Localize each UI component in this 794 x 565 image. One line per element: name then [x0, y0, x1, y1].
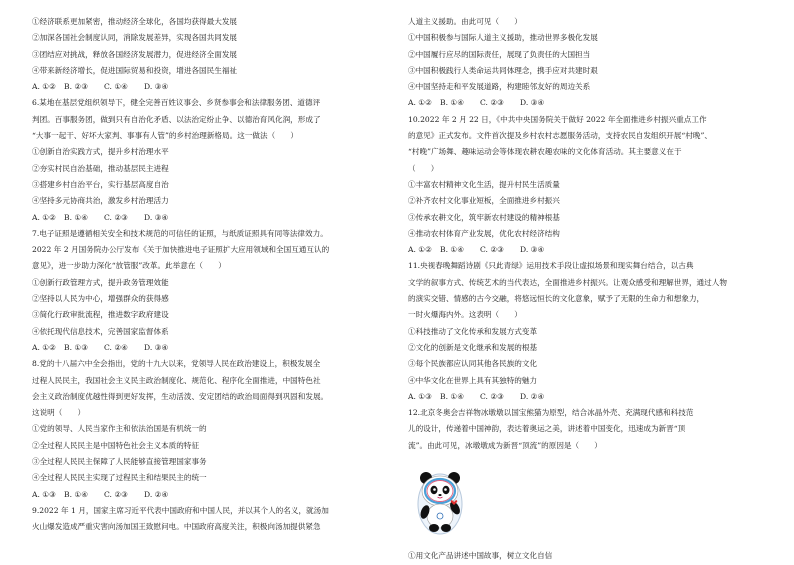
q11-choice-4: ④中华文化在世界上具有其独特的魅力 [408, 375, 538, 385]
mascot-pupil-right [444, 488, 447, 491]
q11-choice-3: ③每个民族都应认同其他各民族的文化 [408, 359, 538, 369]
q5-option-c: C. ①④ [104, 82, 128, 92]
q5-option-a: A. ①② [32, 82, 56, 92]
q6-choice-3: ③搭建乡村自治平台，实行基层高度自治 [32, 179, 169, 189]
q7-stem-1: 7.电子证照是遵循相关安全和技术规范的可信任的证照，与纸质证照具有同等法律效力。 [32, 228, 328, 238]
q10-choice-4: ④推动农村体育产业发展，优化农村经济结构 [408, 228, 560, 238]
q6-choice-4: ④坚持多元协商共治，激发乡村治理活力 [32, 196, 169, 206]
q8-choice-4: ④全过程人民民主实现了过程民主和结果民主的统一 [32, 473, 207, 483]
q6-option-d: D. ③④ [144, 212, 169, 222]
left-column [32, 14, 400, 536]
q8-option-c: C. ②③ [104, 489, 128, 499]
q7-choice-1: ①创新行政管理方式，提升政务管理效能 [32, 277, 169, 287]
q11-stem-2: 文学的叙事方式、传统艺术的当代表达，全面推进乡村振兴。让观众感受和理解世界，通过人物 [408, 277, 727, 287]
q7-option-a: A. ①② [32, 342, 56, 352]
q6-option-a: A. ①② [32, 212, 56, 222]
q8-option-b: B. ①④ [64, 489, 89, 499]
q5-options [32, 79, 400, 95]
q10-option-b: B. ①④ [440, 245, 465, 255]
q6-stem-1: 6.某地在基层党组织领导下，健全完善百姓议事会、乡贤参事会和法律服务团、道德评 [32, 98, 321, 108]
q10-stem-1: 10.2022 年 2 月 22 日，《中共中央国务院关于做好 2022 年全面推进乡村振兴重点工作 [408, 114, 707, 124]
q12-choice-1: ①用文化产品讲述中国故事，树立文化自信 [408, 551, 553, 561]
q9-choice-4: ④中国坚持走和平发展道路，构建睦邻友好的周边关系 [408, 82, 591, 92]
mascot-leg-left [429, 524, 439, 532]
q7-choice-2: ②坚持以人民为中心，增强群众的获得感 [32, 294, 169, 304]
q7-choice-3: ③简化行政审批流程，推进数字政府建设 [32, 310, 169, 320]
q10-stem-2: 的意见》正式发布。文件首次提及乡村农村志愿服务活动，支持农民自发组织开展“村晚”、 [408, 131, 712, 141]
q10-choice-3: ③传承农耕文化，筑牢新农村建设的精神根基 [408, 212, 560, 222]
q11-option-b: B. ①④ [440, 391, 465, 401]
q12-stem-2: 儿的设计，传递着中国神韵，表达着奥运之美，讲述着中国变化，迅速成为新晋“顶 [408, 424, 686, 434]
q9-choice-3: ③中国积极践行人类命运共同体理念，携手应对共建时艰 [408, 65, 598, 75]
q10-choice-1: ①丰富农村精神文化生活，提升村民生活质量 [408, 179, 560, 189]
q11-option-c: C. ②③ [480, 391, 504, 401]
q9-option-a: A. ①② [408, 98, 432, 108]
q6-choice-1: ①创新自治实践方式，提升乡村治理水平 [32, 147, 169, 157]
q7-options [32, 340, 400, 356]
q6-option-b: B. ①④ [64, 212, 89, 222]
q9-stem-2: 火山爆发造成严重灾害向汤加国王致慰问电。中国政府高度关注，积极向汤加提供紧急 [32, 522, 321, 532]
q11-option-a: A. ①③ [408, 391, 432, 401]
q11-stem-4: 一时火爆海内外。这表明（ ） [408, 310, 522, 320]
q5-option-d: D. ③④ [144, 82, 169, 92]
q10-option-c: C. ②③ [480, 245, 504, 255]
q9-choice-2: ②中国履行应尽的国际责任，展现了负责任的大国担当 [408, 49, 591, 59]
q9-choice-1: ①中国积极参与国际人道主义援助，推动世界多极化发展 [408, 33, 598, 43]
q6-options [32, 210, 400, 226]
q9-option-c: C. ②③ [480, 98, 504, 108]
q12-stem-3: 流”。由此可见，冰墩墩成为新晋“顶流”的原因是（ ） [408, 440, 602, 450]
q6-choice-2: ②夯实村民自治基础，推动基层民主进程 [32, 163, 169, 173]
q7-choice-4: ④依托现代信息技术，完善国家监督体系 [32, 326, 169, 336]
right-column [408, 14, 776, 565]
q9-option-b: B. ①④ [440, 98, 465, 108]
q10-stem-4: （ ） [408, 163, 439, 173]
q8-stem-4: 这说明（ ） [32, 408, 86, 418]
q8-stem-2: 过程人民民主，我国社会主义民主政治制度化、规范化、程序化全面推进，中国特色社 [32, 375, 321, 385]
q7-option-b: B. ①③ [64, 342, 89, 352]
q9-stem-cont: 人道主义援助。由此可见（ ） [408, 17, 522, 26]
q8-stem-3: 会主义政治制度优越性得到更好发挥，生动活泼、安定团结的政治局面得到巩固和发展。 [32, 391, 329, 401]
mascot-pupil-left [433, 488, 436, 491]
q12-stem-1: 12.北京冬奥会吉祥物冰墩墩以国宝熊猫为原型，结合冰晶外壳、充满现代感和科技范 [408, 408, 694, 418]
q10-option-d: D. ③④ [520, 245, 545, 255]
q5-choice-2: ②加深各国社会制度认同，消除发展差异，实现各国共同发展 [32, 33, 238, 43]
q8-choice-2: ②全过程人民民主是中国特色社会主义本质的特征 [32, 440, 200, 450]
mascot-nose [438, 494, 441, 496]
q6-stem-2: 判团。百事服务团，做到只有自治化矛盾、以法治定纷止争、以德治育风化润，形成了 [32, 114, 321, 124]
q8-choice-1: ①党的领导、人民当家作主和依法治国是有机统一的 [32, 424, 207, 434]
q11-option-d: D. ②④ [520, 391, 545, 401]
q5-option-b: B. ②③ [64, 82, 89, 92]
q10-options [408, 242, 776, 258]
q8-choice-3: ③全过程人民民主保障了人民能够直接管理国家事务 [32, 457, 207, 467]
q5-choice-4: ④带来新经济增长，促进国际贸易和投资，增进各国民生福祉 [32, 65, 238, 75]
q9-option-d: D. ③④ [520, 98, 545, 108]
q11-choice-2: ②文化的创新是文化继承和发展的根基 [408, 342, 538, 352]
q11-stem-3: 的演实交错、情感的古今交融，将悠远恒长的文化意象，赋予了无限的生命力和想象力， [408, 294, 705, 304]
q6-option-c: C. ②③ [104, 212, 128, 222]
mascot-body [427, 504, 453, 528]
q11-options [408, 389, 776, 405]
q11-choice-1: ①科技推动了文化传承和发展方式变革 [408, 326, 538, 336]
q7-option-d: D. ③④ [144, 342, 169, 352]
q8-option-a: A. ①③ [32, 489, 56, 499]
q7-option-c: C. ②④ [104, 342, 128, 352]
q9-stem-1: 9.2022 年 1 月，国家主席习近平代表中国政府和中国人民，并以其个人的名义，就汤加 [32, 505, 329, 515]
q8-options [32, 487, 400, 503]
mascot-leg-right [441, 524, 451, 532]
bing-dwen-dwen-mascot-image [412, 464, 468, 536]
q8-option-d: D. ②④ [144, 489, 169, 499]
q8-stem-1: 8.党的十八届六中全会指出，党的十九大以来，党领导人民在政治建设上，积极发展全 [32, 359, 321, 369]
q10-choice-2: ②补齐农村文化事业短板，全面推进乡村振兴 [408, 196, 560, 206]
q5-choice-3: ③团结应对挑战，释放各国经济发展潜力，促进经济全面发展 [32, 49, 238, 59]
q7-stem-3: 意见》，进一步助力深化“放管服”改革。此举意在（ ） [32, 261, 226, 271]
q10-stem-3: “村晚”广场舞、趣味运动会等体现农耕农趣农味的文化体育活动。其主要意义在于 [408, 147, 682, 157]
q9-options [408, 95, 776, 111]
q10-option-a: A. ①② [408, 245, 432, 255]
q11-stem-1: 11.央视春晚舞蹈诗剧《只此青绿》运用技术手段让虚拟场景和现实舞台结合，以古典 [408, 261, 694, 271]
q5-choice-1: ①经济联系更加紧密，推动经济全球化，各国均获得最大发展 [32, 17, 238, 26]
q7-stem-2: 2022 年 2 月国务院办公厅发布《关于加快推进电子证照扩大应用领域和全国互通互认的 [32, 245, 330, 255]
q6-stem-3: “大事一起干、好坏大家判、事事有人管”的乡村治理新格局。这一做法（ ） [32, 131, 298, 141]
